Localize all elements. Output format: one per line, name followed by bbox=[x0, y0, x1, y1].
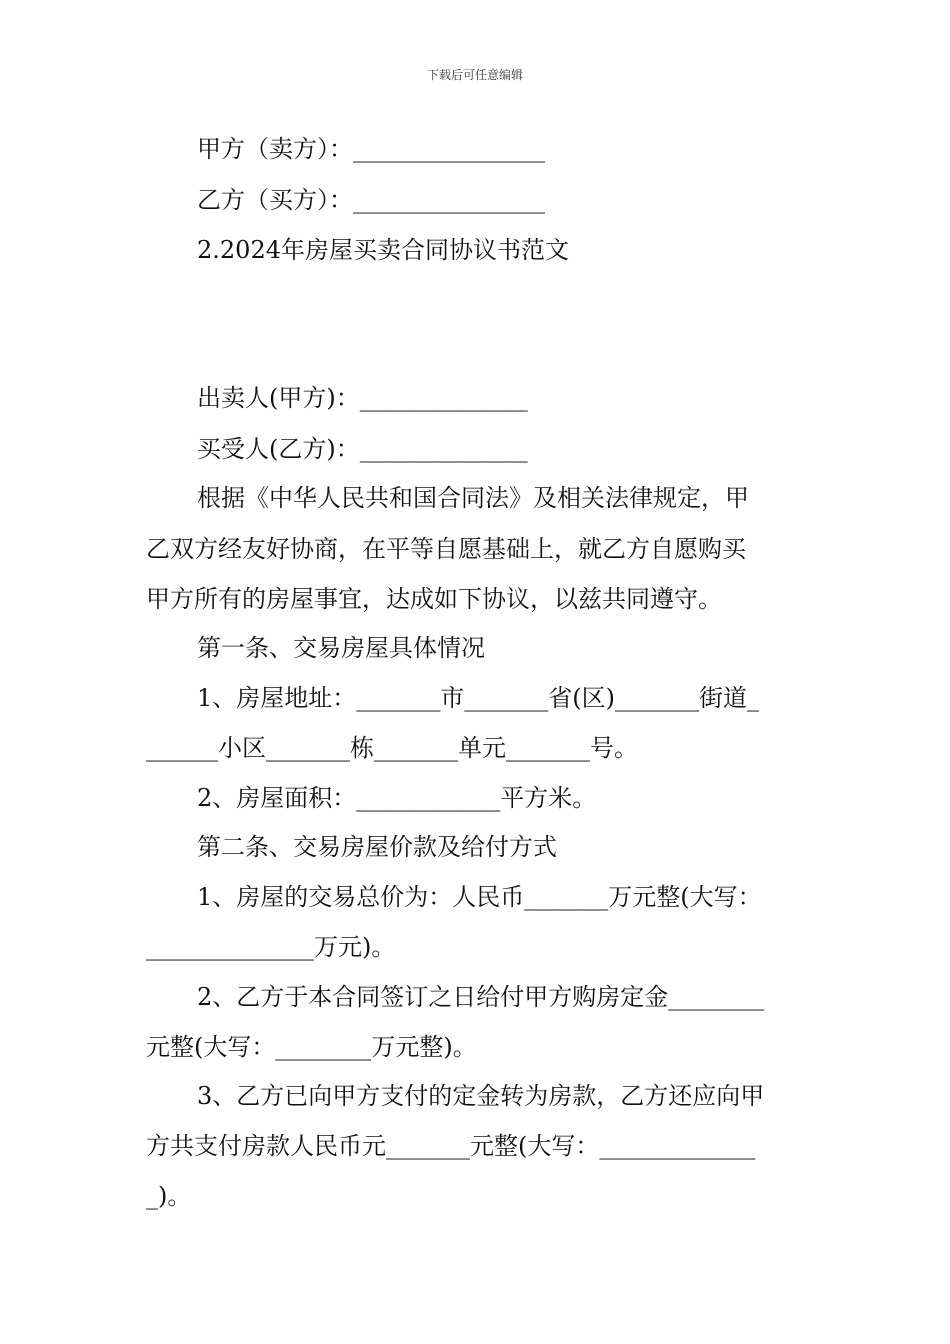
text-line: 1、房屋地址：_______市_______省(区)_______街道_ bbox=[197, 684, 759, 712]
text-line: _)。 bbox=[146, 1182, 192, 1210]
text-line: ______小区_______栋_______单元_______号。 bbox=[146, 734, 638, 762]
text-line: ______________万元)。 bbox=[146, 933, 396, 961]
text-line: 1、房屋的交易总价为：人民币_______万元整(大写： bbox=[197, 883, 762, 911]
text-line: 乙方（买方）：________________ bbox=[197, 186, 545, 214]
text-line: 买受人(乙方)：______________ bbox=[197, 435, 528, 463]
page-header: 下载后可任意编辑 bbox=[426, 68, 523, 82]
text-line: 甲方所有的房屋事宜，达成如下协议，以兹共同遵守。 bbox=[146, 585, 722, 613]
text-line: 第一条、交易房屋具体情况 bbox=[197, 634, 485, 662]
text-line: 2、房屋面积：____________平方米。 bbox=[197, 784, 597, 812]
text-line: 元整(大写：________万元整)。 bbox=[146, 1033, 477, 1061]
text-line: 2.2024年房屋买卖合同协议书范文 bbox=[197, 236, 569, 264]
text-line: 2、乙方于本合同签订之日给付甲方购房定金________ bbox=[197, 983, 765, 1011]
text-line: 第二条、交易房屋价款及给付方式 bbox=[197, 833, 557, 861]
text-line: 根据《中华人民共和国合同法》及相关法律规定，甲 bbox=[197, 484, 749, 512]
text-line: 3、乙方已向甲方支付的定金转为房款，乙方还应向甲 bbox=[197, 1082, 765, 1110]
text-line: 方共支付房款人民币元_______元整(大写：_____________ bbox=[146, 1132, 756, 1160]
text-line: 甲方（卖方）：________________ bbox=[197, 135, 545, 163]
text-line: 出卖人(甲方)：______________ bbox=[197, 384, 528, 412]
text-line: 乙双方经友好协商，在平等自愿基础上，就乙方自愿购买 bbox=[146, 535, 746, 563]
